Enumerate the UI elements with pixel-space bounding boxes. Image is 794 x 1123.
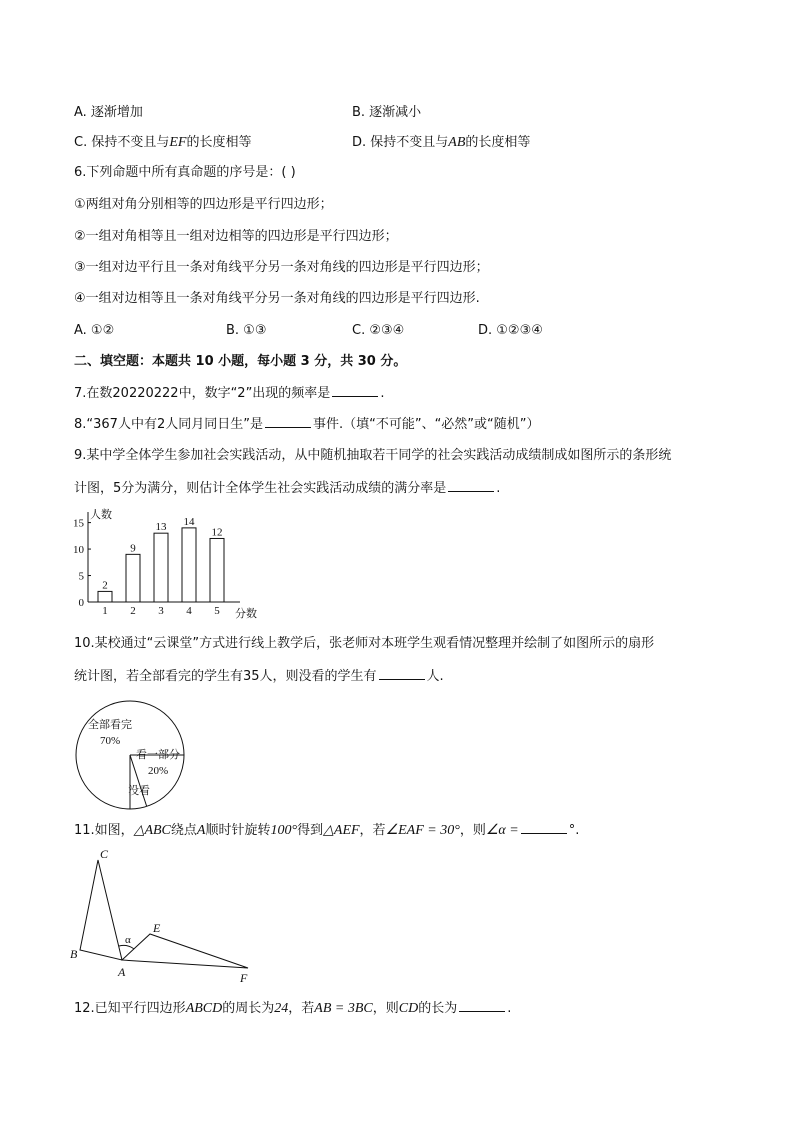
q10-line-2 — [74, 667, 444, 686]
q5-option-c-var: EF — [169, 135, 187, 150]
pie-label-watched-all: 全部看完 — [88, 719, 132, 731]
chart-x-tick-label: 5 — [214, 605, 220, 617]
triangle-aef — [122, 934, 248, 968]
section-title: 二、填空题：本题共 10 小题，每小题 3 分，共 30 分。 — [74, 354, 407, 369]
chart-y-tick-label: 5 — [78, 570, 84, 583]
chart-bar — [154, 533, 168, 602]
q8-answer-blank[interactable] — [265, 415, 311, 428]
label-b: B — [70, 947, 78, 961]
chart-data-label: 12 — [211, 526, 223, 539]
q11-condition: ∠EAF = 30° — [385, 823, 460, 838]
q11-text3: 顺时针旋转 — [205, 823, 271, 838]
q6-option-a: A. ①② — [74, 323, 115, 338]
q5-option-d-var: AB — [448, 135, 466, 150]
q5-option-c-text: C. 保持不变且与 — [74, 135, 170, 150]
chart-data-label: 13 — [155, 521, 167, 534]
chart-y-tick-label: 10 — [73, 544, 84, 557]
q12-text3: ，若 — [288, 1001, 315, 1016]
q11-answer-blank[interactable] — [521, 821, 567, 834]
q12-condition: AB = 3BC — [314, 1001, 373, 1016]
q6-item-2: ②一组对角相等且一组对边相等的四边形是平行四边形； — [74, 229, 398, 244]
chart-ylabel: 人数 — [90, 509, 112, 521]
q11-triangle-aef: △AEF — [323, 823, 360, 838]
q5-option-a: A. 逐渐增加 — [74, 105, 143, 120]
label-e: E — [153, 921, 161, 935]
q5-option-d-text2: 的长度相等 — [465, 135, 531, 150]
q5-option-c-text2: 的长度相等 — [186, 135, 252, 150]
bar-chart — [70, 504, 270, 622]
chart-y-tick-label: 15 — [73, 517, 84, 530]
q12-text4: ，则 — [372, 1001, 399, 1016]
triangle-abc — [80, 860, 122, 960]
pie-label-not-watched: 没看 — [128, 785, 150, 797]
q11-degree: 100° — [270, 823, 298, 838]
chart-bar — [126, 554, 140, 602]
q12-end: . — [507, 1001, 512, 1016]
q6-item-1: ①两组对角分别相等的四边形是平行四边形； — [74, 197, 333, 212]
chart-bar — [210, 538, 224, 602]
chart-x-tick-label: 2 — [130, 605, 136, 617]
q9-answer-blank[interactable] — [448, 479, 494, 492]
q5-option-c — [74, 134, 251, 152]
q12-text2: 的周长为 — [222, 1001, 275, 1016]
chart-bar — [182, 528, 196, 602]
q6-option-d: D. ①②③④ — [478, 323, 543, 338]
q12-text5: 的长为 — [418, 1001, 458, 1016]
label-alpha: α — [125, 934, 131, 946]
chart-bar — [98, 591, 112, 602]
q10-text: 统计图，若全部看完的学生有35人，则没看的学生有 — [74, 669, 377, 684]
q10-answer-blank[interactable] — [379, 667, 425, 680]
q7-answer-blank[interactable] — [332, 384, 378, 397]
q6-option-c: C. ②③④ — [352, 323, 405, 338]
label-f: F — [240, 971, 248, 985]
q11-end: °. — [568, 823, 580, 838]
q7-text: 7.在数20220222中，数字“2”出现的频率是 — [74, 386, 331, 401]
q11-text4: 得到 — [297, 823, 324, 838]
q12-ask: CD — [398, 1001, 419, 1016]
q11-point: A — [196, 823, 206, 838]
q5-option-d-text: D. 保持不变且与 — [352, 135, 449, 150]
chart-xlabel: 分数 — [235, 608, 257, 620]
pie-chart — [70, 700, 200, 810]
chart-x-tick-label: 4 — [186, 605, 192, 617]
q11-text: 11.如图， — [74, 823, 134, 838]
q11-text2: 绕点 — [170, 823, 197, 838]
q12-text: 12.已知平行四边形 — [74, 1001, 186, 1016]
q6-item-4: ④一组对边相等且一条对角线平分另一条对角线的四边形是平行四边形. — [74, 291, 480, 306]
q9-line-1: 9.某中学全体学生参加社会实践活动，从中随机抽取若干同学的社会实践活动成绩制成如图所示的条形统 — [74, 448, 672, 463]
q6-option-b: B. ①③ — [226, 323, 267, 338]
q8-text: 8.“367人中有2人同月同日生”是 — [74, 417, 263, 432]
q8 — [74, 415, 540, 434]
q11-ask: ∠α = — [485, 823, 519, 838]
chart-data-label: 14 — [183, 515, 195, 528]
q11 — [74, 821, 579, 840]
label-c: C — [100, 847, 109, 861]
rotation-figure — [68, 846, 268, 986]
q5-option-b: B. 逐渐减小 — [352, 105, 422, 120]
q12-shape: ABCD — [185, 1001, 223, 1016]
q9-line-2 — [74, 479, 500, 498]
q12-perimeter: 24 — [274, 1001, 289, 1016]
chart-y-tick-label: 0 — [78, 597, 84, 609]
q9-text: 计图，5分为满分，则估计全体学生社会实践活动成绩的满分率是 — [74, 481, 447, 496]
pie-pct-watched-part: 20% — [148, 765, 169, 777]
q6-stem: 6.下列命题中所有真命题的序号是：( ) — [74, 165, 296, 180]
q11-text5: ，若 — [359, 823, 386, 838]
chart-x-tick-label: 3 — [158, 605, 164, 617]
q12-answer-blank[interactable] — [459, 999, 505, 1012]
q7-end: . — [380, 386, 385, 401]
chart-x-tick-label: 1 — [102, 605, 108, 617]
q8-end: 事件.（填“不可能”、“必然”或“随机”） — [312, 417, 540, 432]
q7 — [74, 384, 384, 403]
pie-label-watched-part: 看一部分 — [136, 749, 180, 761]
q10-line-1: 10.某校通过“云课堂”方式进行线上教学后，张老师对本班学生观看情况整理并绘制了如图所示的扇形 — [74, 636, 655, 651]
bar-group — [73, 512, 240, 617]
pie-pct-watched-all: 70% — [100, 735, 121, 747]
q10-end: 人. — [426, 669, 444, 684]
q12 — [74, 999, 511, 1018]
chart-data-label: 9 — [130, 542, 136, 555]
chart-data-label: 2 — [102, 579, 108, 592]
q11-text6: ，则 — [459, 823, 486, 838]
q11-triangle-abc: △ABC — [133, 823, 171, 838]
label-a: A — [118, 965, 126, 979]
q9-end: . — [496, 481, 501, 496]
q5-option-d — [352, 134, 530, 152]
q6-item-3: ③一组对边平行且一条对角线平分另一条对角线的四边形是平行四边形； — [74, 260, 489, 275]
